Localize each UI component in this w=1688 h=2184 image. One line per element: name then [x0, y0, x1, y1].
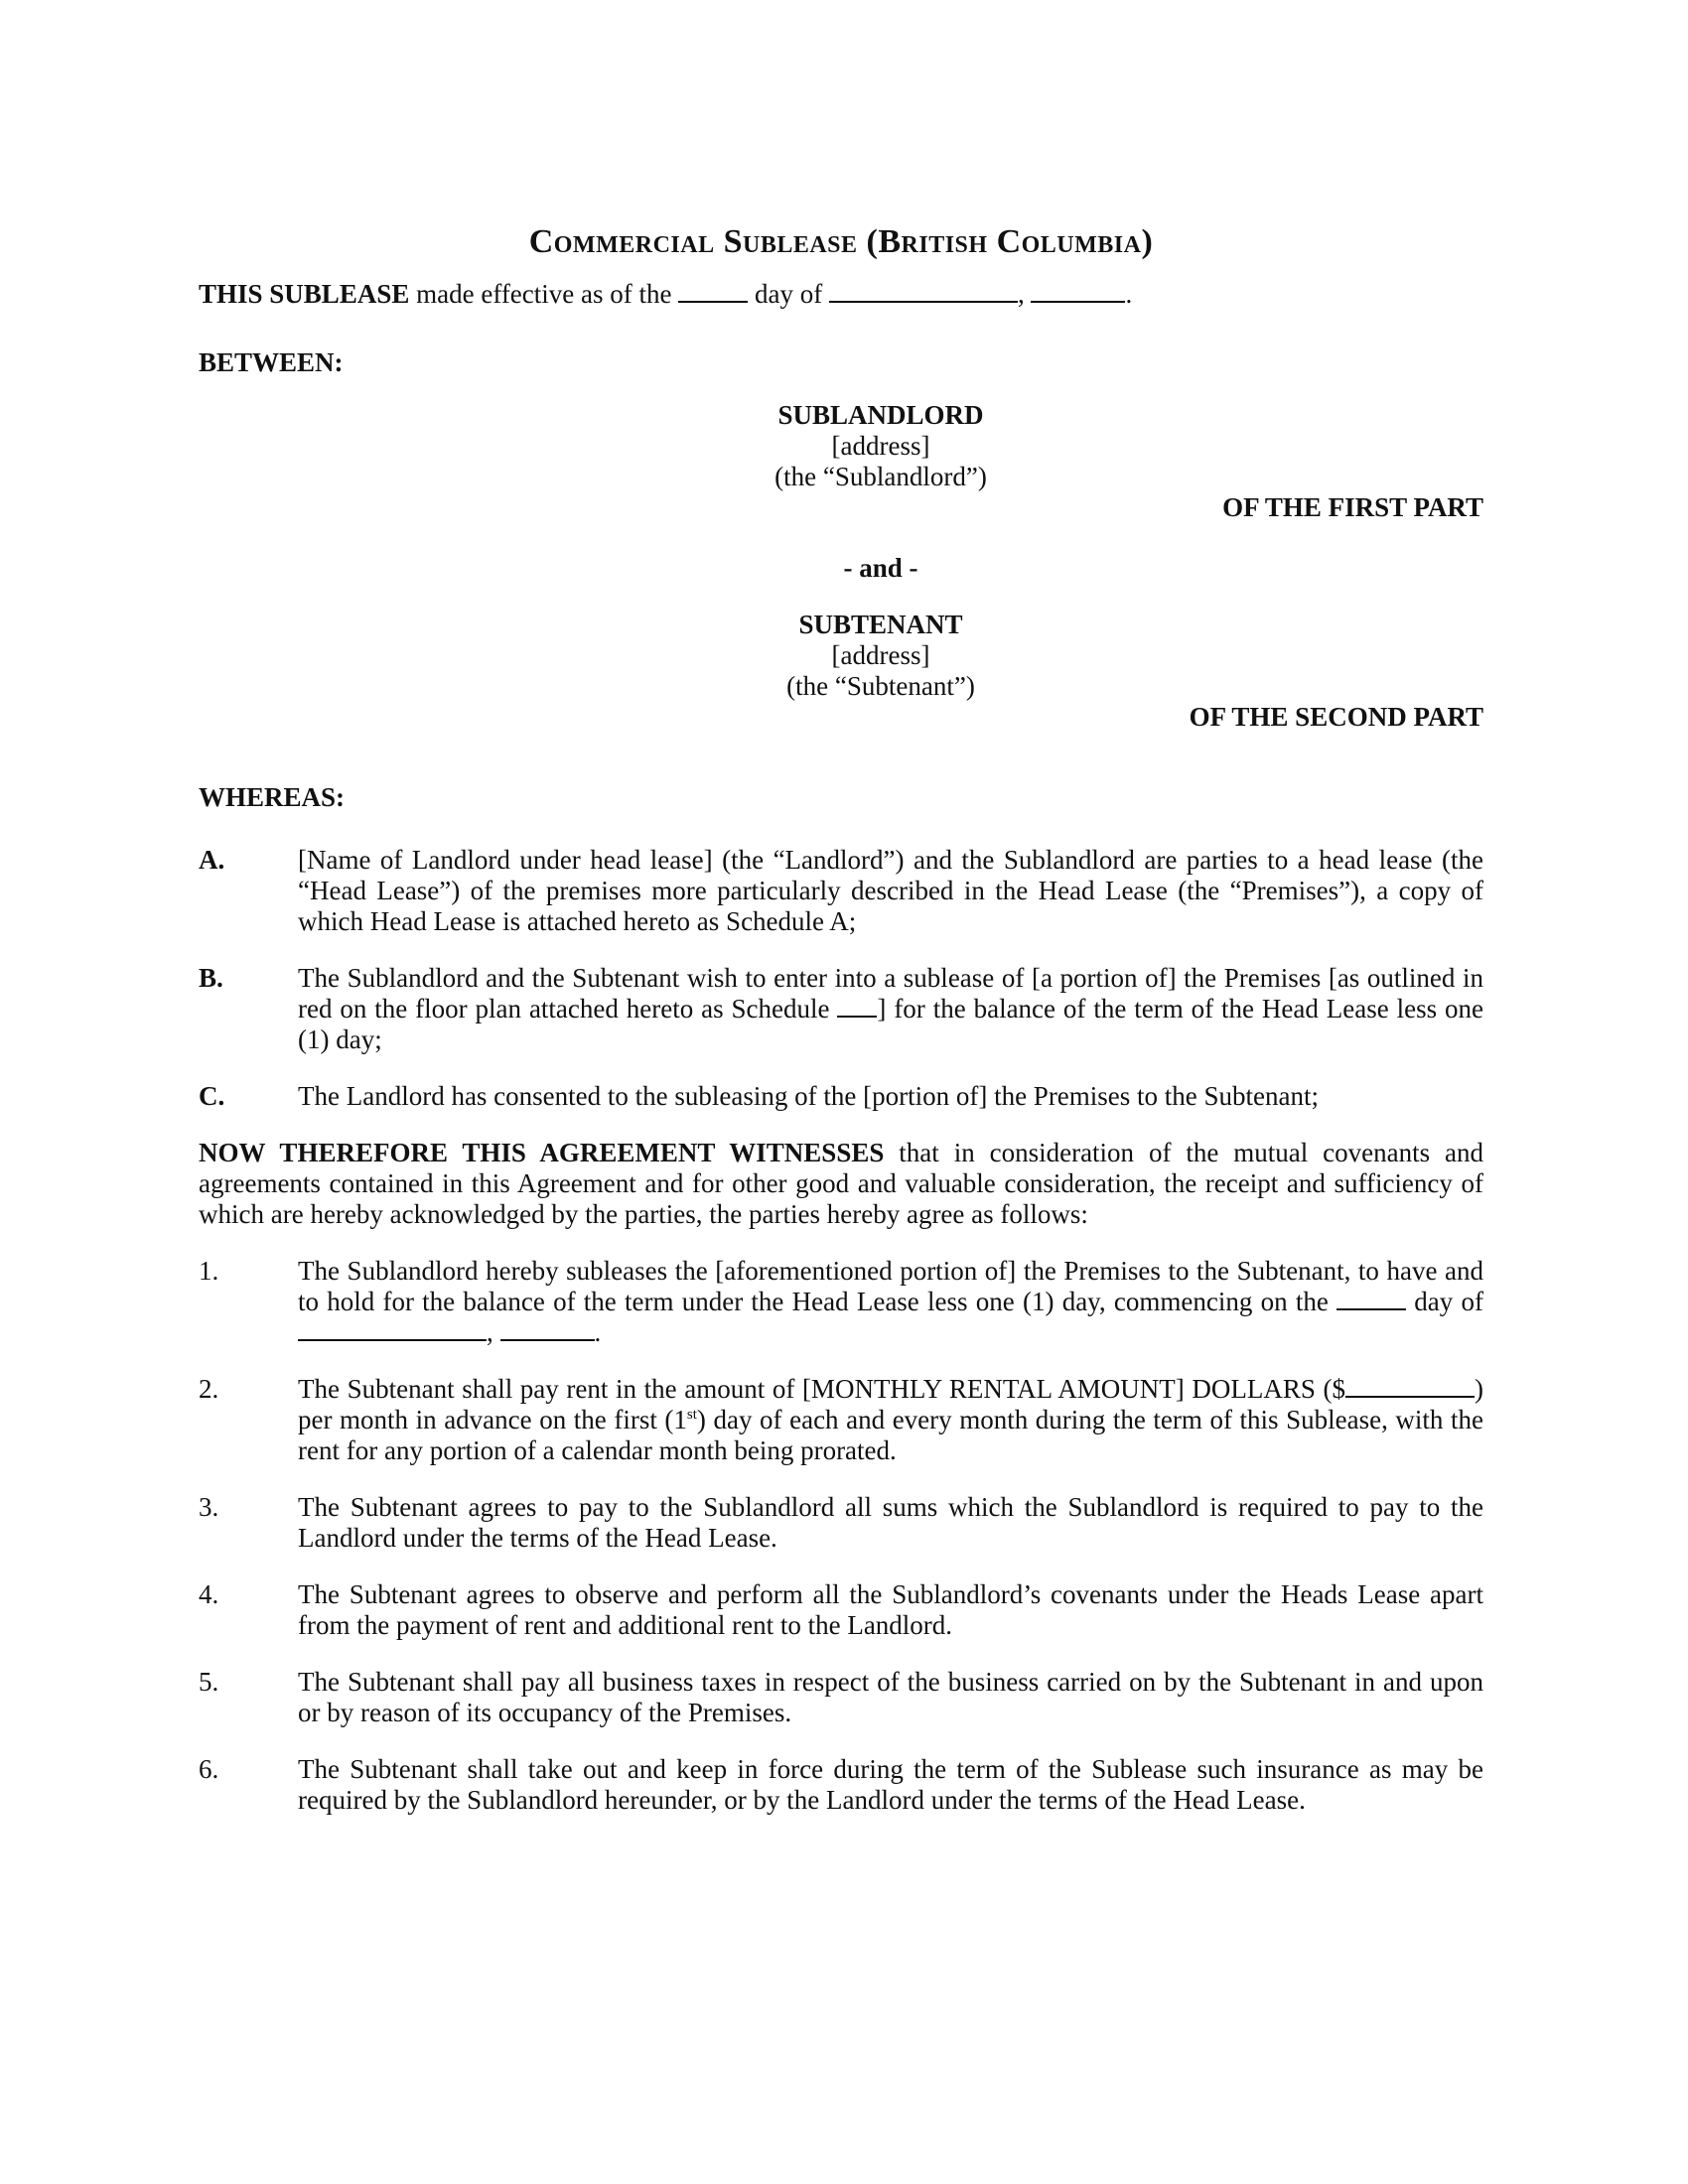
recital-label: A.: [199, 845, 225, 875]
clause-5: [199, 1667, 1483, 1728]
rent-amount-blank[interactable]: [1345, 1374, 1475, 1398]
clause-text: The Subtenant shall pay all business taxes in respect of the business carried on by the Subtenant in and upon or by reason of its occupancy of the Premises.: [298, 1667, 1483, 1727]
first-part-label: OF THE FIRST PART: [1222, 492, 1483, 522]
between-label: BETWEEN:: [199, 347, 344, 377]
clause-4: [199, 1579, 1483, 1641]
and-separator: - and -: [843, 553, 918, 583]
schedule-blank[interactable]: [837, 994, 877, 1018]
commence-year-blank[interactable]: [500, 1317, 595, 1341]
party-sublandlord: [278, 400, 1483, 492]
now-therefore-paragraph: [199, 1138, 1483, 1230]
recital-b-text-a: The Sublandlord and the Subtenant wish to enter into a sublease of [a portion of] the Premises [as outlined in red on the floor plan attached hereto as Schedule: [298, 963, 1483, 1024]
clause-label: 5.: [199, 1667, 219, 1697]
sublandlord-name: SUBLANDLORD: [777, 400, 984, 430]
clause-text: [298, 1374, 1483, 1466]
ordinal-suffix: st: [686, 1407, 697, 1423]
recital-c: [199, 1081, 1483, 1112]
recital-text: The Landlord has consented to the subleasing of the [portion of] the Premises to the Subtenant;: [298, 1081, 1320, 1111]
whereas-label: WHEREAS:: [199, 782, 346, 812]
clause-label: 3.: [199, 1492, 219, 1522]
clause-label: 4.: [199, 1579, 219, 1609]
clause-2-text-a: The Subtenant shall pay rent in the amount of [MONTHLY RENTAL AMOUNT] DOLLARS ($: [298, 1374, 1345, 1404]
month-blank[interactable]: [829, 279, 1018, 303]
clause-1-text-b: day of: [1414, 1287, 1483, 1316]
sublandlord-defined: (the “Sublandlord”): [774, 462, 987, 491]
effective-text-2: day of: [754, 279, 823, 309]
recital-text: [298, 963, 1483, 1055]
clause-1-text-c: ,: [487, 1317, 493, 1347]
clause-text: The Subtenant shall take out and keep in force during the term of the Sublease such insurance as may be required by the Sublandlord hereunder, or by the Landlord under the terms of the Head Lease.: [298, 1754, 1483, 1815]
now-lead: NOW THEREFORE THIS AGREEMENT WITNESSES: [199, 1138, 885, 1167]
subtenant-name: SUBTENANT: [798, 610, 963, 639]
recital-a: [199, 845, 1483, 937]
recital-text: [Name of Landlord under head lease] (the “Landlord”) and the Sublandlord are parties to a head lease (the “Head Lease”) of the premises more particularly described in the Head Lease (the “Premises”), a copy of which Head Lease is attached hereto as Schedule A;: [298, 845, 1483, 936]
recital-b-text-b: ] for the balance of the term of the Head Lease less one (1) day;: [298, 994, 1483, 1054]
clause-2: [199, 1374, 1483, 1466]
recital-b: [199, 963, 1483, 1055]
year-blank[interactable]: [1031, 279, 1125, 303]
document-title: Commercial Sublease (British Columbia): [528, 223, 1154, 260]
recital-label: C.: [199, 1081, 225, 1111]
clause-label: 6.: [199, 1754, 219, 1784]
effective-date-line: [199, 279, 1483, 310]
effective-comma: ,: [1017, 279, 1025, 309]
clause-label: 1.: [199, 1256, 219, 1286]
effective-text-1: made effective as of the: [416, 279, 672, 309]
clause-3: [199, 1492, 1483, 1554]
clause-label: 2.: [199, 1374, 219, 1404]
document-page: [199, 223, 1484, 1842]
recital-label: B.: [199, 963, 223, 993]
clause-1: [199, 1256, 1483, 1348]
commence-day-blank[interactable]: [1336, 1287, 1406, 1310]
subtenant-address: [address]: [831, 640, 930, 670]
day-blank[interactable]: [678, 279, 748, 303]
now-text: that in consideration of the mutual covenants and agreements contained in this Agreement and for other good and valuable consideration, the receipt and sufficiency of which are hereby acknowledged by the parties, the parties hereby agree as follows:: [199, 1138, 1484, 1229]
clause-1-text-d: .: [594, 1317, 602, 1347]
sublandlord-address: [address]: [831, 431, 930, 461]
clause-text: [298, 1256, 1483, 1348]
second-part-label: OF THE SECOND PART: [1189, 702, 1483, 732]
clause-6: [199, 1754, 1483, 1816]
party-subtenant: [278, 610, 1483, 702]
clause-1-text-a: The Sublandlord hereby subleases the [aforementioned portion of] the Premises to the Subtenant, to have and to hold for the balance of the term under the Head Lease less one (1) day, commencing on the: [298, 1256, 1483, 1316]
clause-text: The Subtenant agrees to pay to the Sublandlord all sums which the Sublandlord is required to pay to the Landlord under the terms of the Head Lease.: [298, 1492, 1483, 1553]
clause-text: The Subtenant agrees to observe and perform all the Sublandlord’s covenants under the Heads Lease apart from the payment of rent and additional rent to the Landlord.: [298, 1579, 1483, 1640]
clause-2-text-c: ) day of each and every month during the term of this Sublease, with the rent for any portion of a calendar month being prorated.: [298, 1405, 1483, 1465]
clause-2-text-b: ) per month in advance on the first (1: [298, 1374, 1483, 1434]
effective-period: .: [1125, 279, 1133, 309]
subtenant-defined: (the “Subtenant”): [786, 671, 975, 701]
effective-lead: THIS SUBLEASE: [199, 279, 410, 309]
commence-month-blank[interactable]: [298, 1317, 487, 1341]
